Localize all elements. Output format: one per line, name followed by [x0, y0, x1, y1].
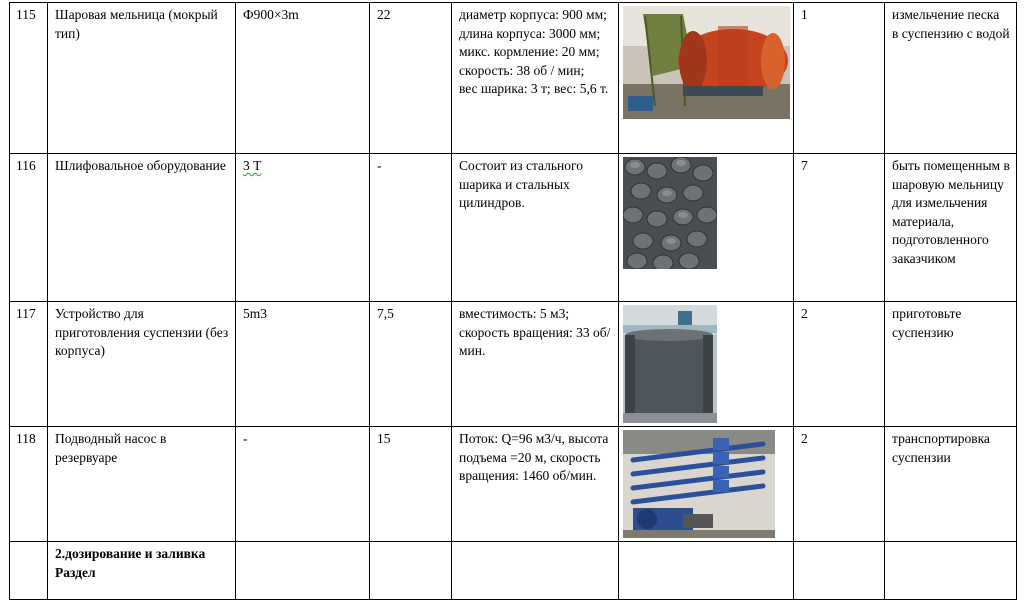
table-row [10, 3, 1017, 154]
equipment-model: 5m3 [236, 302, 370, 427]
equipment-name: Подводный насос в резервуаре [48, 427, 236, 542]
equipment-name: Шлифовальное оборудование [48, 154, 236, 302]
empty-cell [10, 542, 48, 600]
equipment-model: Ф900×3m [236, 3, 370, 154]
equipment-image-cell [619, 3, 794, 154]
empty-cell [794, 542, 885, 600]
equipment-purpose: транспортировка суспензии [885, 427, 1017, 542]
section-row [10, 542, 1017, 600]
equipment-name: Устройство для приготовления суспензии (без корпуса) [48, 302, 236, 427]
equipment-model: - [236, 427, 370, 542]
submersible-pump-photo [623, 430, 775, 538]
equipment-purpose: измельчение песка в суспензию с водой [885, 3, 1017, 154]
slurry-tank-photo [623, 305, 717, 423]
empty-cell [619, 542, 794, 600]
equipment-qty: 7 [794, 154, 885, 302]
section-title: 2.дозирование и заливка Раздел [48, 542, 236, 600]
row-number: 116 [10, 154, 48, 302]
equipment-qty: 2 [794, 427, 885, 542]
equipment-purpose: приготовьте суспензию [885, 302, 1017, 427]
equipment-image-cell [619, 302, 794, 427]
equipment-power: - [370, 154, 452, 302]
equipment-spec: Поток: Q=96 м3/ч, высота подъема =20 м, скорость вращения: 1460 об/мин. [452, 427, 619, 542]
table-row [10, 154, 1017, 302]
equipment-spec: Состоит из стального шарика и стальных цилиндров. [452, 154, 619, 302]
steel-cylinders-photo [623, 157, 717, 269]
empty-cell [885, 542, 1017, 600]
empty-cell [452, 542, 619, 600]
table-row [10, 302, 1017, 427]
equipment-power: 7,5 [370, 302, 452, 427]
equipment-purpose: быть помещенным в шаровую мельницу для измельчения материала, подготовленного заказчиком [885, 154, 1017, 302]
equipment-name: Шаровая мельница (мокрый тип) [48, 3, 236, 154]
equipment-spec: вместимость: 5 м3; скорость вращения: 33 об/мин. [452, 302, 619, 427]
equipment-qty: 2 [794, 302, 885, 427]
equipment-spec: диаметр корпуса: 900 мм; длина корпуса: 3000 мм; микс. кормление: 20 мм; скорость: 38 об / мин; вес шарика: 3 т; вес: 5,6 т. [452, 3, 619, 154]
row-number: 115 [10, 3, 48, 154]
equipment-power: 15 [370, 427, 452, 542]
equipment-model: 3 Т [236, 154, 370, 302]
equipment-table [9, 2, 1017, 600]
row-number: 117 [10, 302, 48, 427]
row-number: 118 [10, 427, 48, 542]
equipment-power: 22 [370, 3, 452, 154]
empty-cell [370, 542, 452, 600]
equipment-image-cell [619, 427, 794, 542]
ball-mill-photo [623, 6, 790, 119]
equipment-image-cell [619, 154, 794, 302]
equipment-qty: 1 [794, 3, 885, 154]
empty-cell [236, 542, 370, 600]
table-row [10, 427, 1017, 542]
